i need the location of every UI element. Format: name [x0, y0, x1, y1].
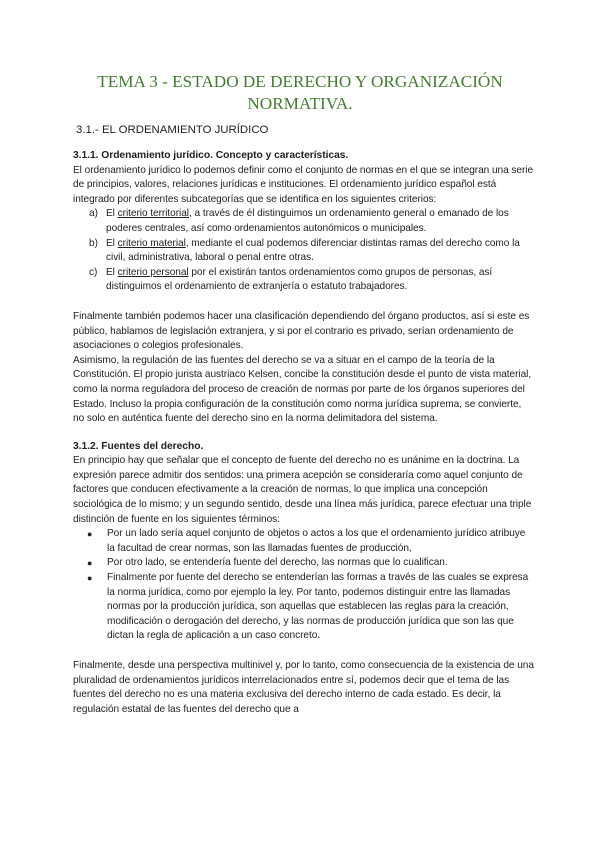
item-text: Por un lado sería aquel conjunto de objetos o actos a los que el ordenamiento jurídico atribuye la facultad de crear normas, son las llamadas fuentes de producción,	[107, 528, 526, 554]
page-title: TEMA 3 - ESTADO DE DERECHO Y ORGANIZACIÓN NORMATIVA.	[97, 72, 503, 113]
list-item	[87, 556, 535, 571]
spacer	[73, 644, 535, 659]
item-text: , mediante el cual podemos diferenciar distintas ramas del derecho como la civil, administrativa, laboral o penal entre otras.	[106, 237, 520, 264]
list-item	[87, 527, 535, 556]
bullet-icon: ●	[87, 573, 93, 584]
bullet-icon: ●	[87, 558, 93, 569]
paragraph: El ordenamiento jurídico lo podemos definir como el conjunto de normas en el que se integran una serie de principios, valores, relaciones jurídicas e instituciones. El ordenamiento jurídico español está integrado por diferentes subcategorías que se identifica en los siguientes criterios:	[73, 164, 534, 205]
spacer	[73, 427, 535, 440]
criterion-term: criterio material	[117, 237, 186, 249]
list-item	[89, 237, 535, 266]
criterion-term: criterio territorial	[117, 208, 189, 220]
item-prefix: El	[106, 208, 118, 220]
sources-list	[73, 527, 535, 644]
list-marker: b)	[89, 237, 98, 249]
item-text: , a través de él distinguimos un ordenamiento general o emanado de los poderes centrales, así como ordenamientos autonómicos o municipales.	[106, 208, 509, 234]
criteria-list	[73, 207, 535, 295]
bullet-icon: ●	[87, 529, 93, 540]
list-item	[89, 207, 535, 236]
section-heading-3-1-1: 3.1.1. Ordenamiento jurídico. Concepto y características.	[73, 150, 349, 161]
item-prefix: El	[106, 237, 118, 249]
paragraph: En principio hay que señalar que el concepto de fuente del derecho no es unánime en la doctrina. La expresión parece admitir dos sentidos: una primera acepción se consideraría como aquel conjunto de factores que conducen efectivamente a la creación de normas, lo que implica una concepción sociológica de lo mismo; y un segundo sentido, desde una línea más jurídica, parece efectuar una triple distinción de fuente en los siguientes términos:	[73, 455, 532, 525]
paragraph: Finalmente también podemos hacer una clasificación dependiendo del órgano productos, así si este es público, hablamos de legislación extranjera, y si por el contrario es privado, serían ordenamiento de asociaciones o colegios profesionales.	[73, 310, 530, 352]
list-marker: a)	[89, 208, 98, 220]
section-heading-3-1-2: 3.1.2. Fuentes del derecho.	[73, 440, 204, 452]
item-prefix: El	[106, 266, 118, 278]
item-text: Por otro lado, se entendería fuente del derecho, las normas que lo cualifican.	[107, 557, 448, 569]
list-item	[89, 266, 535, 295]
spacer	[73, 295, 535, 310]
list-marker: c)	[89, 266, 98, 278]
item-text: por el existirán tantos ordenamientos como grupos de personas, así distinguimos el ordenamiento de extranjería o estatuto trabajadores.	[106, 266, 493, 293]
document-body	[73, 149, 535, 717]
criterion-term: criterio personal	[117, 266, 189, 278]
list-item	[87, 571, 535, 644]
item-text: Finalmente por fuente del derecho se entenderían las formas a través de las cuales se expresa la norma jurídica, como por ejemplo la ley. Por tanto, podemos distinguir entre las llamadas normas por la producción jurídica, son aquellas que establecen las reglas para la creación, modificación o derogación del derecho, y las normas de producción jurídica que son las que dictan la regla de aplicación a un caso concreto.	[107, 572, 529, 642]
paragraph: Asimismo, la regulación de las fuentes del derecho se va a situar en el campo de la teoría de la Constitución. El propio jurista austriaco Kelsen, concibe la constitución desde el punto de vista material, como la norma reguladora del proceso de creación de normas por parte de los órganos superiores del Estado. Incluso la propia configuración de la constitución como norma jurídica suprema, se convierte, no solo en auténtica fuente del derecho sino en la norma delimitadora del sistema.	[73, 354, 532, 425]
section-subtitle: 3.1.- EL ORDENAMIENTO JURÍDICO	[76, 124, 269, 136]
paragraph: Finalmente, desde una perspectiva multinivel y, por lo tanto, como consecuencia de la existencia de una pluralidad de ordenamientos jurídicos interrelacionados entre sí, podemos decir que el tema de las fuentes del derecho no es una materia exclusiva del derecho interno de cada estado. Es decir, la regulación estatal de las fuentes del derecho que a	[73, 660, 534, 715]
